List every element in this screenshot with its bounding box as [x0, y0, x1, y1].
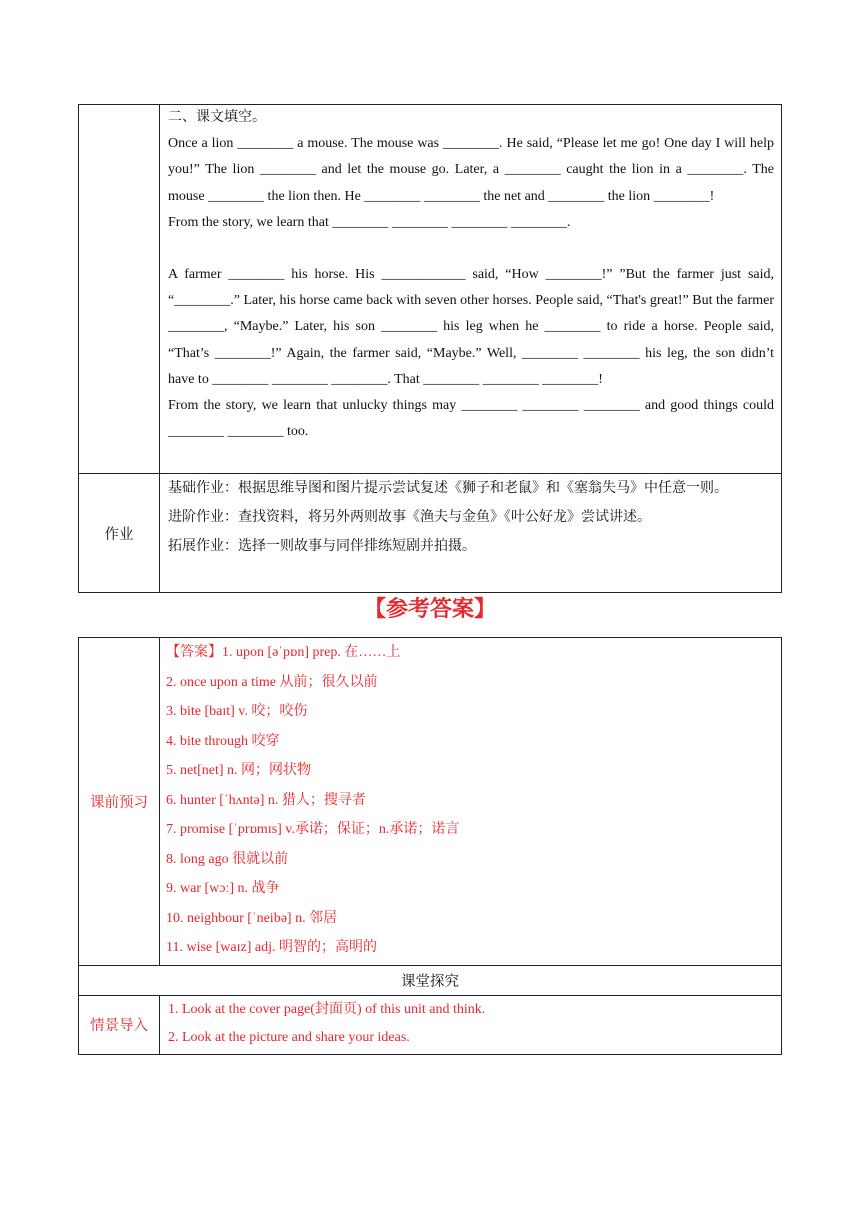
homework-content — [160, 474, 782, 593]
classroom-title: 课堂探究 — [79, 965, 782, 995]
homework-label: 作业 — [79, 474, 160, 593]
story2-moral: From the story, we learn that unlucky things may ________ ________ ________ and good things could ________ ________ too. — [168, 398, 774, 440]
scenario-label: 情景导入 — [79, 995, 160, 1054]
answer-item: 10. neighbour [ˈneibə] n. 邻居 — [166, 910, 338, 926]
answer-item: 2. once upon a time 从前；很久以前 — [166, 674, 378, 690]
answer-item: 8. long ago 很就以前 — [166, 851, 289, 867]
scenario-content — [160, 995, 782, 1054]
answer-table — [78, 637, 782, 1055]
homework-row — [79, 474, 782, 593]
exercise-table — [78, 104, 782, 593]
scenario-item: 2. Look at the picture and share your ideas. — [168, 1029, 410, 1045]
answer-item: 7. promise [ˈprɒmɪs] v.承诺；保证；n.承诺；诺言 — [166, 822, 460, 837]
preview-label: 课前预习 — [79, 638, 160, 966]
preview-content — [160, 638, 782, 966]
homework-basic: 基础作业：根据思维导图和图片提示尝试复述《狮子和老鼠》和《塞翁失马》中任意一则。 — [168, 481, 728, 496]
answer-item: 6. hunter [ˈhʌntə] n. 猎人；搜寻者 — [166, 792, 366, 808]
answer-item: 11. wise [waɪz] adj. 明智的；高明的 — [166, 940, 377, 955]
fill-in-row — [79, 105, 782, 474]
homework-extension: 拓展作业：选择一则故事与同伴排练短剧并拍摄。 — [168, 539, 476, 554]
preview-row — [79, 638, 782, 966]
fill-in-label-cell — [79, 105, 160, 474]
fill-in-content — [160, 105, 782, 474]
classroom-row — [79, 965, 782, 995]
homework-advanced: 进阶作业：查找资料，将另外两则故事《渔夫与金鱼》《叶公好龙》尝试讲述。 — [168, 510, 651, 525]
answer-item: 3. bite [baɪt] v. 咬；咬伤 — [166, 704, 308, 719]
answers-heading: 【参考答案】 — [363, 597, 496, 622]
scenario-row — [79, 995, 782, 1054]
story2-paragraph: A farmer ________ his horse. His ____________ said, “How ________!” ”But the farmer just said, “________.” Later, his horse came back with seven other horses. People said, “That's great!” But the farmer ________, “Maybe.” Later, his son ________ his leg when he ________ to ride a horse. People said, “That’s ________!” Again, the farmer said, “Maybe.” Well, ________ ________ his leg, the son didn’t have to ________ ________ ________. That ________ ________ ________! — [168, 267, 774, 387]
answer-item: 5. net[net] n. 网；网状物 — [166, 763, 312, 778]
answer-item: 4. bite through 咬穿 — [166, 733, 280, 749]
answer-item: 9. war [wɔː] n. 战争 — [166, 881, 280, 896]
story1-paragraph: Once a lion ________ a mouse. The mouse was ________. He said, “Please let me go! One day I will help you!” The lion ________ and let the mouse go. Later, a ________ caught the lion in a ________. The mouse ________ the lion then. He ________ ________ the net and ________ the lion ________! — [168, 136, 774, 204]
story1-moral: From the story, we learn that ________ ________ ________ ________. — [168, 214, 571, 230]
section-heading: 二、课文填空。 — [168, 110, 266, 125]
answer-item: 【答案】1. upon [əˈpɒn] prep. 在……上 — [166, 645, 401, 660]
scenario-item: 1. Look at the cover page(封面页) of this unit and think. — [168, 1001, 486, 1017]
blank-line — [168, 236, 774, 262]
